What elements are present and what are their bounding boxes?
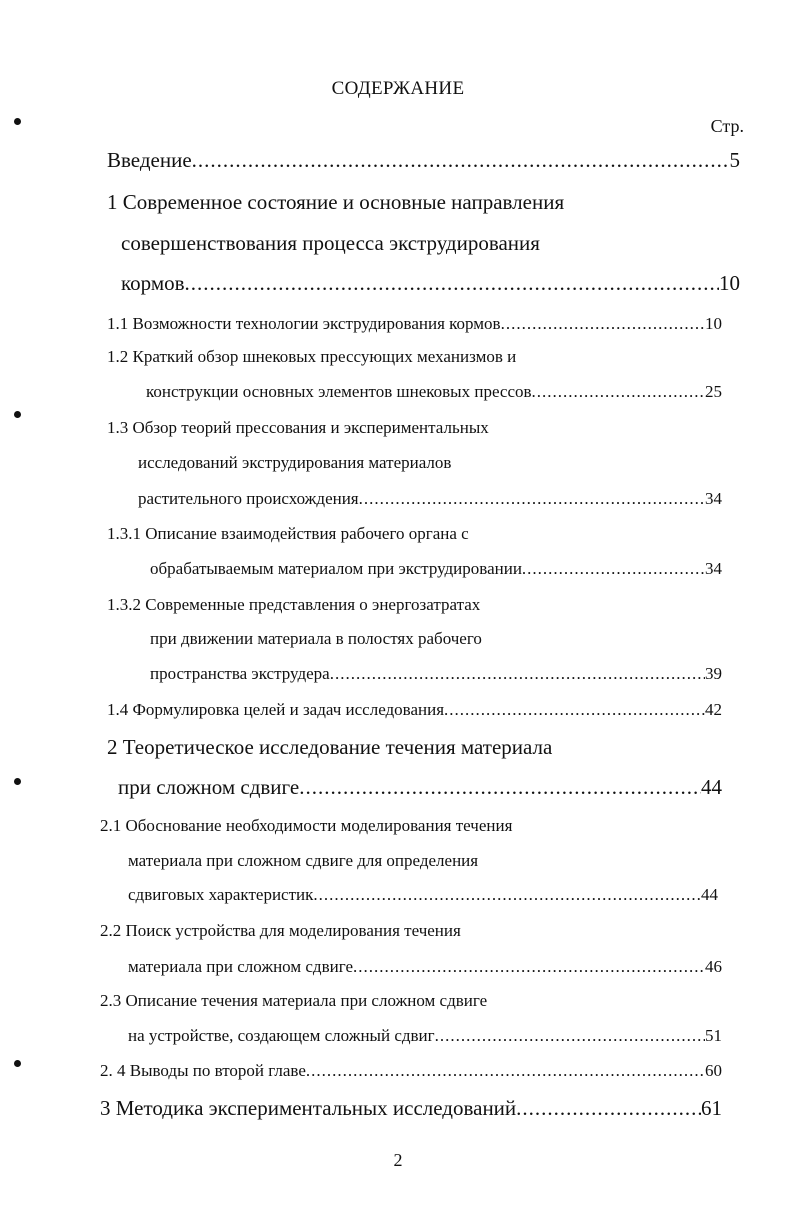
toc-entry-page: 34 [705, 489, 722, 508]
binding-hole-mark [14, 118, 21, 125]
toc-entry[interactable] [150, 664, 722, 684]
toc-entry [107, 190, 564, 215]
toc-entry-text: обрабатываемым материалом при экструдировании [150, 559, 522, 578]
toc-entry-text: 1.3.2 Современные представления о энергозатратах [107, 595, 481, 614]
leader-dots [522, 559, 705, 579]
leader-dots [532, 382, 705, 402]
toc-entry[interactable] [150, 559, 722, 579]
toc-entry-text: 2.2 Поиск устройства для моделирования течения [100, 921, 461, 940]
toc-entry[interactable] [100, 1061, 722, 1081]
toc-entry-text: кормов [121, 271, 185, 295]
toc-entry-text: пространства экструдера [150, 664, 330, 683]
toc-entry-page: 25 [705, 382, 722, 401]
toc-entry[interactable] [100, 1096, 722, 1121]
toc-entry-text: растительного происхождения [138, 489, 359, 508]
toc-entry-text: 2. 4 Выводы по второй главе [100, 1061, 306, 1080]
toc-entry [100, 816, 512, 836]
toc-entry-text: при сложном сдвиге [118, 775, 300, 799]
toc-entry-text: 1.4 Формулировка целей и задач исследования [107, 700, 445, 719]
binding-hole-mark [14, 411, 21, 418]
leader-dots [306, 1061, 705, 1081]
toc-entry-text: при движении материала в полостях рабочего [150, 629, 482, 648]
toc-entry-text: 2 Теоретическое исследование течения материала [107, 735, 553, 759]
toc-entry[interactable] [128, 957, 722, 977]
toc-entry [100, 921, 461, 941]
leader-dots [444, 700, 705, 720]
toc-entry-text: конструкции основных элементов шнековых прессов [146, 382, 532, 401]
toc-entry [107, 347, 516, 367]
toc-entry-page: 39 [705, 664, 722, 683]
toc-entry[interactable] [107, 700, 722, 720]
toc-entry-page: 60 [705, 1061, 722, 1080]
toc-entry-page: 44 [701, 885, 718, 904]
toc-entry [121, 231, 540, 256]
toc-entry-page: 46 [705, 957, 722, 976]
toc-entry-text: 1.3 Обзор теорий прессования и экспериментальных [107, 418, 489, 437]
toc-entry-text: на устройстве, создающем сложный сдвиг [128, 1026, 435, 1045]
toc-entry-text: 1 Современное состояние и основные направления [107, 190, 565, 214]
toc-entry[interactable] [128, 1026, 722, 1046]
leader-dots [192, 148, 730, 173]
toc-entry[interactable] [146, 382, 722, 402]
binding-hole-mark [14, 1060, 21, 1067]
toc-entry [150, 629, 482, 649]
leader-dots [435, 1026, 705, 1046]
toc-entry [138, 453, 451, 473]
leader-dots [185, 271, 719, 296]
toc-entry [100, 991, 487, 1011]
toc-entry-text: материала при сложном сдвиге для определения [128, 851, 479, 870]
toc-entry-text: исследований экструдирования материалов [138, 453, 452, 472]
toc-entry-page: 10 [705, 314, 722, 333]
page-number: 2 [393, 1150, 403, 1170]
toc-entry [107, 595, 480, 615]
toc-entry[interactable] [128, 885, 718, 905]
binding-hole-mark [14, 778, 21, 785]
toc-entry-page: 42 [705, 700, 722, 719]
toc-entry [107, 524, 469, 544]
toc-entry[interactable] [138, 489, 722, 509]
leader-dots [330, 664, 705, 684]
toc-entry [107, 418, 489, 438]
toc-entry[interactable] [107, 314, 722, 334]
toc-entry-text: 2.1 Обоснование необходимости моделирования течения [100, 816, 513, 835]
toc-entry-text: 2.3 Описание течения материала при сложном сдвиге [100, 991, 488, 1010]
toc-entry-page: 10 [719, 271, 740, 295]
toc-entry-text: 1.2 Краткий обзор шнековых прессующих механизмов и [107, 347, 517, 366]
page-title: СОДЕРЖАНИЕ [331, 78, 465, 99]
toc-entry-text: Введение [107, 148, 192, 172]
toc-entry [128, 851, 478, 871]
toc-entry[interactable] [107, 148, 740, 173]
leader-dots [501, 314, 705, 334]
toc-entry-page: 34 [705, 559, 722, 578]
page-column-label: Стр. [710, 116, 744, 136]
leader-dots [353, 957, 705, 977]
leader-dots [299, 775, 701, 800]
toc-entry-page: 44 [701, 775, 722, 799]
toc-entry-page: 5 [729, 148, 740, 172]
toc-entry-text: сдвиговых характеристик [128, 885, 314, 904]
toc-entry-page: 51 [705, 1026, 722, 1045]
toc-entry-text: материала при сложном сдвиге [128, 957, 353, 976]
toc-entry[interactable] [121, 271, 740, 296]
toc-entry-text: совершенствования процесса экструдирования [121, 231, 540, 255]
leader-dots [516, 1096, 701, 1121]
leader-dots [313, 885, 701, 905]
toc-entry[interactable] [118, 775, 722, 800]
leader-dots [359, 489, 705, 509]
toc-entry [107, 735, 552, 760]
toc-entry-text: 1.3.1 Описание взаимодействия рабочего органа с [107, 524, 469, 543]
toc-entry-text: 1.1 Возможности технологии экструдирования кормов [107, 314, 501, 333]
toc-entry-text: 3 Методика экспериментальных исследований [100, 1096, 517, 1120]
toc-entry-page: 61 [701, 1096, 722, 1120]
